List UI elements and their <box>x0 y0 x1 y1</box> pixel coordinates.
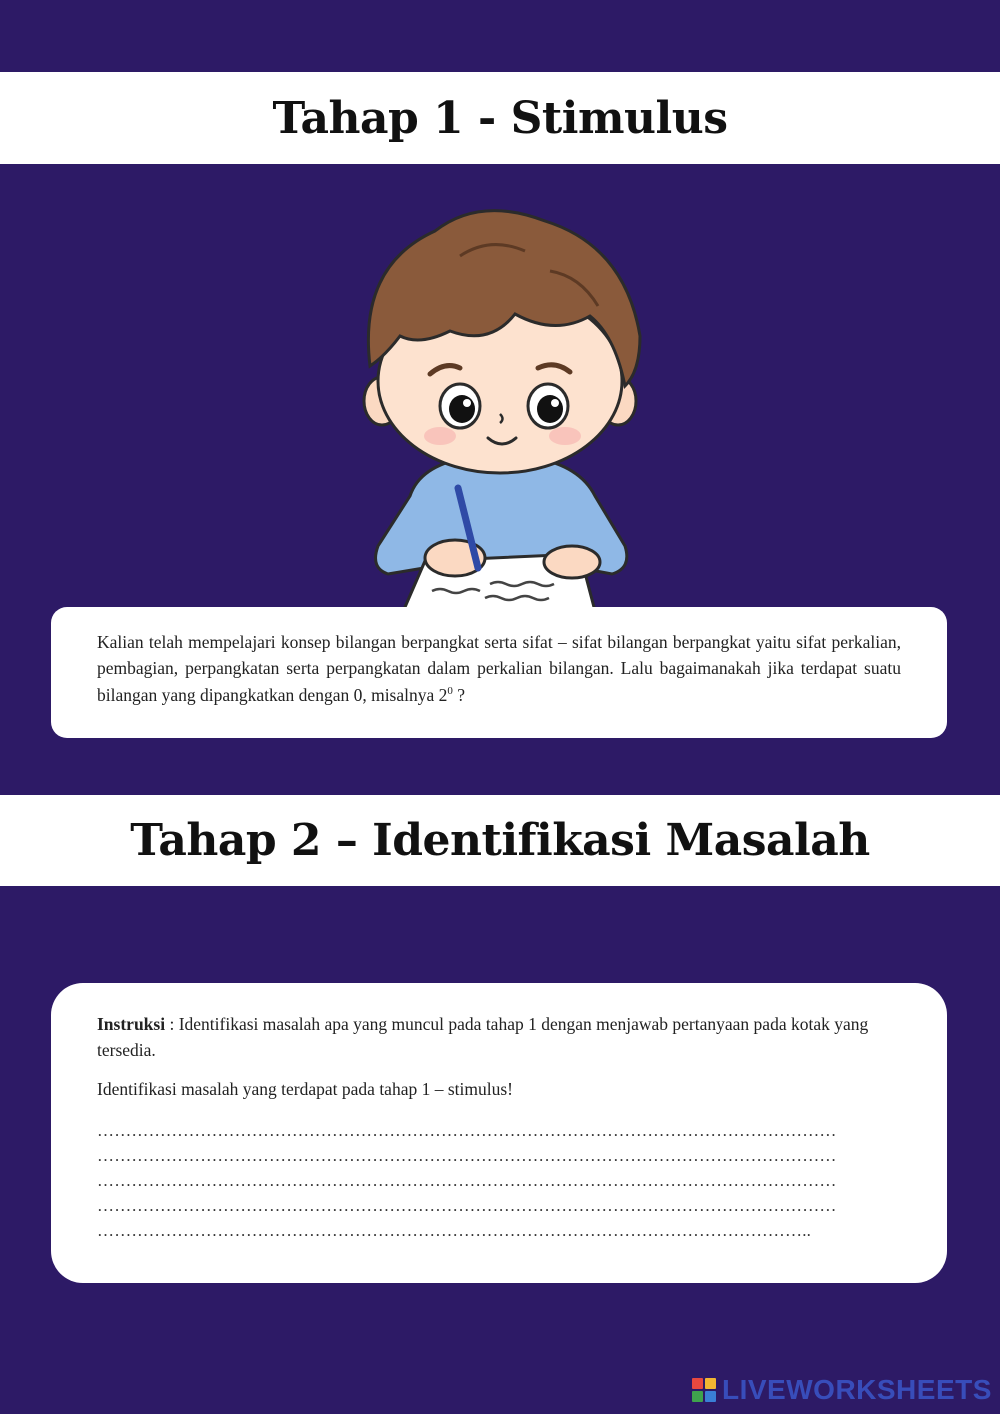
answer-line[interactable]: ………………………………………………………………………………………………………………… <box>97 1170 837 1190</box>
logo-text: LIVEWORKSHEETS <box>722 1374 992 1405</box>
stimulus-card <box>51 607 947 738</box>
answer-line[interactable]: ………………………………………………………………………………………………………………… <box>97 1145 837 1165</box>
answer-line[interactable]: …………………………………………………………………………………………………………….. <box>97 1220 812 1240</box>
stage1-banner <box>0 72 1000 164</box>
question-text: Identifikasi masalah yang terdapat pada tahap 1 – stimulus! <box>97 1078 513 1099</box>
instruction-label: Instruksi <box>97 1014 166 1034</box>
stimulus-text: Kalian telah mempelajari konsep bilangan berpangkat serta sifat – sifat bilangan berpangkat yaitu sifat perkalian, pembagian, perpangkatan serta perpangkatan dalam perkalian bilangan. Lalu bagaimanakah jika terdapat suatu bilangan yang dipangkatkan dengan 0, misalnya $2^0$ ? <box>97 632 901 705</box>
answer-line[interactable]: ………………………………………………………………………………………………………………… <box>97 1120 837 1140</box>
answer-area[interactable] <box>97 1118 901 1243</box>
stage1-title: Tahap 1 - Stimulus <box>272 92 728 144</box>
exponent-zero: 0 <box>447 684 453 697</box>
stage2-title: Tahap 2 – Identifikasi Masalah <box>130 815 870 866</box>
logo-grid-icon <box>692 1378 716 1402</box>
answer-line[interactable]: ………………………………………………………………………………………………………………… <box>97 1195 837 1215</box>
identification-card <box>51 983 947 1283</box>
stage2-banner <box>0 795 1000 886</box>
boy-writing-illustration <box>340 196 660 620</box>
liveworksheets-logo <box>692 1374 992 1406</box>
instruction-text: Instruksi : Identifikasi masalah apa yang muncul pada tahap 1 dengan menjawab pertanyaan pada kotak yang tersedia. <box>97 1014 869 1061</box>
